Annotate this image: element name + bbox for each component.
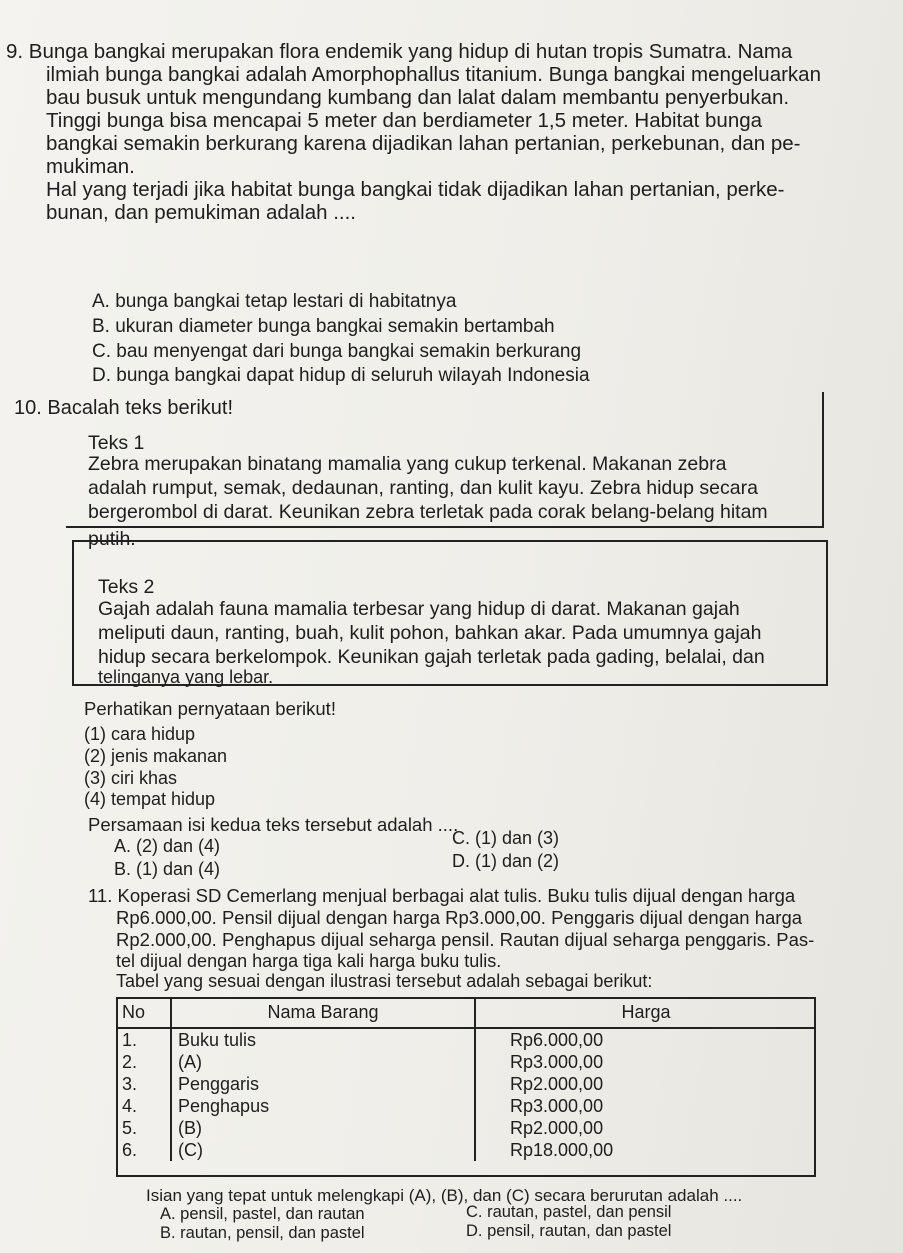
cell-no: 5. [116, 1117, 171, 1139]
q10-heading: 10. Bacalah teks berikut! [14, 397, 234, 419]
q10-option-d[interactable]: D. (1) dan (2) [452, 851, 560, 871]
q10-option-a[interactable]: A. (2) dan (4) [114, 836, 221, 856]
text-1-line: bergerombol di darat. Keunikan zebra terletak pada corak belang-belang hitam [88, 501, 768, 523]
cell-no: 6. [116, 1139, 171, 1161]
q11-line: Rp2.000,00. Penghapus dijual seharga pensil. Rautan dijual seharga penggaris. Pas- [116, 929, 815, 950]
q10-option-b[interactable]: B. (1) dan (4) [114, 859, 221, 879]
cell-item: (A) [171, 1051, 475, 1073]
text-2-line: telinganya yang lebar. [98, 667, 274, 687]
question-9 [6, 40, 896, 224]
cell-price: Rp3.000,00 [510, 1095, 604, 1116]
q11-line: tel dijual dengan harga tiga kali harga buku tulis. [116, 951, 502, 971]
statement-4: (4) tempat hidup [84, 789, 216, 809]
q10-instruction: Perhatikan pernyataan berikut! [84, 698, 336, 719]
header-nama-barang: Nama Barang [171, 997, 475, 1028]
q9-line: Hal yang terjadi jika habitat bunga bangkai tidak dijadikan lahan pertanian, perke- [46, 178, 785, 201]
q9-line: bau busuk untuk mengundang kumbang dan lalat dalam membantu penyerbukan. [46, 86, 790, 109]
cell-price: Rp18.000,00 [510, 1139, 614, 1160]
text-2-line: Gajah adalah fauna mamalia terbesar yang hidup di darat. Makanan gajah [98, 598, 740, 620]
q11-line: Rp6.000,00. Pensil dijual dengan harga Rp3.000,00. Penggaris dijual dengan harga [116, 907, 803, 928]
table-row [116, 1073, 816, 1095]
q11-option-b[interactable]: B. rautan, pensil, dan pastel [160, 1224, 365, 1242]
table-row [116, 1117, 816, 1139]
statement-2: (2) jenis makanan [84, 746, 228, 766]
q11-line: 11. Koperasi SD Cemerlang menjual berbagai alat tulis. Buku tulis dijual dengan harga [88, 885, 796, 906]
q9-option-b[interactable]: B. ukuran diameter bunga bangkai semakin bertambah [92, 316, 555, 337]
cell-price: Rp6.000,00 [510, 1029, 604, 1050]
table-row [116, 1139, 816, 1161]
cell-item: Penggaris [171, 1073, 475, 1095]
text-2-label: Teks 2 [98, 576, 155, 598]
q9-line: ilmiah bunga bangkai adalah Amorphophallus titanium. Bunga bangkai mengeluarkan [46, 63, 821, 86]
q9-option-d[interactable]: D. bunga bangkai dapat hidup di seluruh wilayah Indonesia [92, 365, 590, 386]
cell-no: 2. [116, 1051, 171, 1073]
price-table [116, 997, 816, 1161]
table-row [116, 1095, 816, 1117]
q11-option-d[interactable]: D. pensil, rautan, dan pastel [466, 1222, 672, 1240]
text-1-label: Teks 1 [88, 432, 145, 454]
table-header-row [116, 997, 816, 1028]
table-row [116, 1028, 816, 1051]
cell-no: 3. [116, 1073, 171, 1095]
cell-item: (C) [171, 1139, 475, 1161]
q9-option-c[interactable]: C. bau menyengat dari bunga bangkai semakin berkurang [92, 341, 582, 362]
text-1-line: adalah rumput, semak, dedaunan, ranting, dan kulit kayu. Zebra hidup secara [88, 477, 758, 499]
q9-line: bangkai semakin berkurang karena dijadikan lahan pertanian, perkebunan, dan pe- [46, 132, 801, 155]
q9-line: mukiman. [46, 155, 135, 178]
q9-option-a[interactable]: A. bunga bangkai tetap lestari di habitatnya [92, 291, 457, 312]
q11-line: Tabel yang sesuai dengan ilustrasi tersebut adalah sebagai berikut: [116, 971, 653, 991]
text-1-line: Zebra merupakan binatang mamalia yang cukup terkenal. Makanan zebra [88, 453, 727, 475]
q11-question: Isian yang tepat untuk melengkapi (A), (B), dan (C) secara berurutan adalah .... [146, 1186, 743, 1205]
header-no: No [116, 997, 171, 1028]
q10-question: Persamaan isi kedua teks tersebut adalah .... [88, 814, 459, 835]
cell-no: 4. [116, 1095, 171, 1117]
table-row [116, 1051, 816, 1073]
q9-line: 9. Bunga bangkai merupakan flora endemik yang hidup di hutan tropis Sumatra. Nama [6, 40, 793, 63]
cell-price: Rp2.000,00 [510, 1117, 604, 1138]
cell-item: (B) [171, 1117, 475, 1139]
statement-1: (1) cara hidup [84, 724, 196, 744]
text-2-line: meliputi daun, ranting, buah, kulit pohon, bahkan akar. Pada umumnya gajah [98, 622, 762, 644]
q10-option-c[interactable]: C. (1) dan (3) [452, 828, 560, 848]
statement-3: (3) ciri khas [84, 768, 178, 788]
cell-item: Penghapus [171, 1095, 475, 1117]
cell-no: 1. [116, 1028, 171, 1051]
q9-line: bunan, dan pemukiman adalah .... [46, 201, 356, 224]
q9-line: Tinggi bunga bisa mencapai 5 meter dan berdiameter 1,5 meter. Habitat bunga [46, 109, 763, 132]
q11-option-a[interactable]: A. pensil, pastel, dan rautan [160, 1205, 365, 1223]
cell-price: Rp2.000,00 [510, 1073, 604, 1094]
q11-option-c[interactable]: C. rautan, pastel, dan pensil [466, 1203, 672, 1221]
cell-price: Rp3.000,00 [510, 1051, 604, 1072]
text-2-line: hidup secara berkelompok. Keunikan gajah terletak pada gading, belalai, dan [98, 646, 765, 668]
cell-item: Buku tulis [171, 1028, 475, 1051]
header-harga: Harga [475, 997, 816, 1028]
text-1-line: putih. [88, 528, 136, 550]
